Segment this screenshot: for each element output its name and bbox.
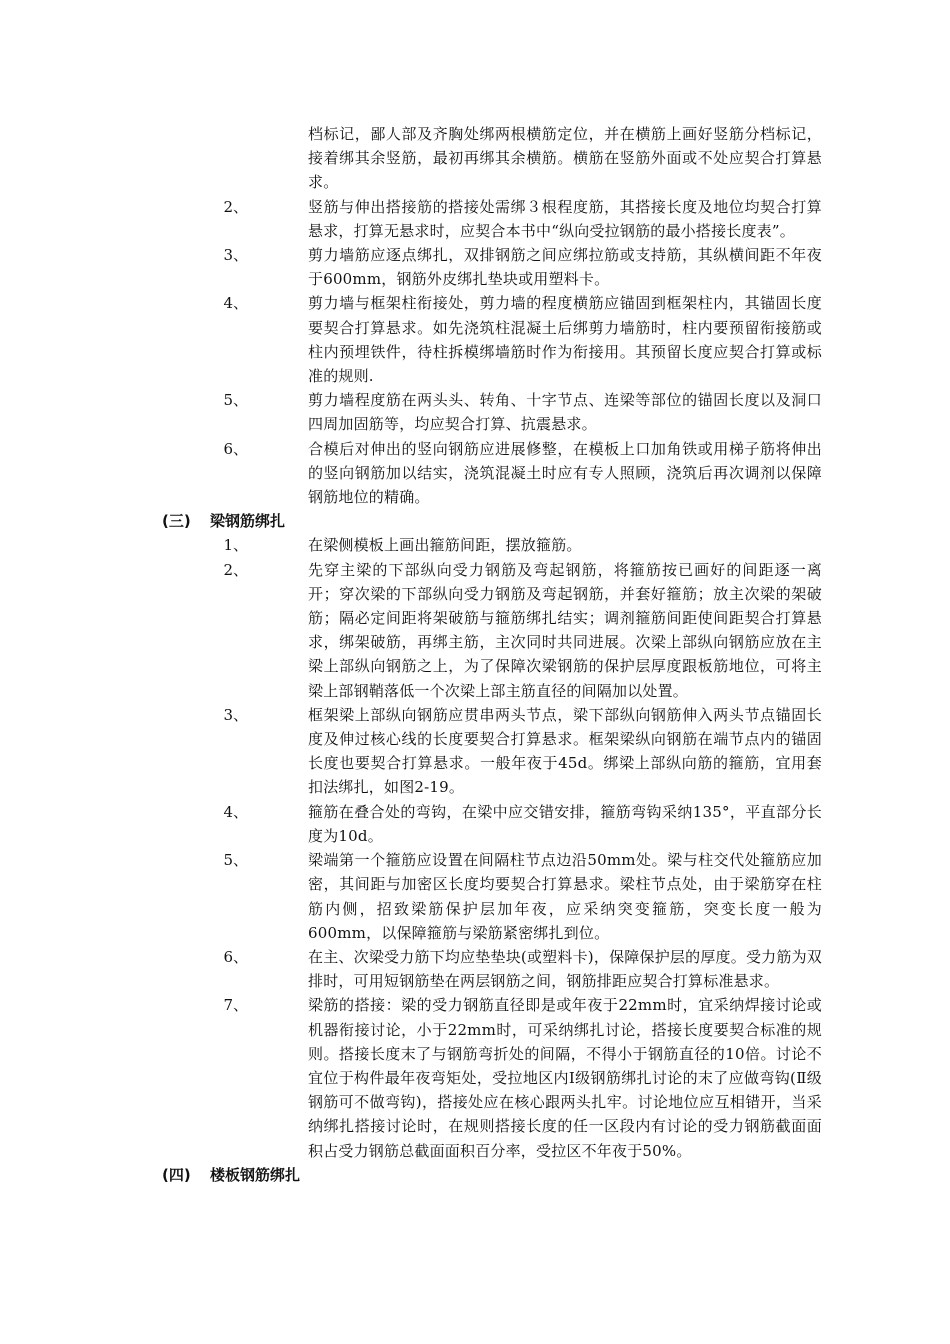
list-item	[162, 291, 822, 388]
item-number: 2、	[223, 197, 248, 216]
item-number: 5、	[223, 391, 248, 410]
item-text: 在梁侧模板上画出箍筋间距，摆放箍筋。	[308, 536, 582, 555]
item-text: 竖筋与伸出搭接筋的搭接处需绑３根程度筋，其搭接长度及地位均契合打算悬求，打算无悬求时，应契合本书中“纵向受拉钢筋的最小搭接长度表”。	[308, 197, 822, 240]
item-number: 1、	[223, 536, 248, 555]
item-number: 6、	[223, 439, 248, 458]
section-number: (四)	[162, 1165, 191, 1184]
item-number: 6、	[223, 947, 248, 966]
list-item	[162, 703, 822, 800]
item-number: 5、	[223, 851, 248, 870]
item-text: 先穿主梁的下部纵向受力钢筋及弯起钢筋，将箍筋按已画好的间距逐一离开；穿次梁的下部纵向受力钢筋及弯起钢筋，并套好箍筋；放主次梁的架破筋；隔必定间距将架破筋与箍筋绑扎结实；调剂箍筋间距使间距契合打算悬求，绑架破筋，再绑主筋，主次同时共同进展。次梁上部纵向钢筋应放在主梁上部纵向钢筋之上，为了保障次梁钢筋的保护层厚度跟板筋地位，可将主梁上部钢鞘落低一个次梁上部主筋直径的间隔加以处置。	[308, 560, 822, 700]
list-item	[162, 243, 822, 291]
section-title: 梁钢筋绑扎	[210, 512, 286, 531]
item-text: 箍筋在叠合处的弯钩，在梁中应交错安排，箍筋弯钩采纳135°，平直部分长度为10d。	[308, 802, 822, 845]
item-text: 剪力墙筋应逐点绑扎，双排钢筋之间应绑拉筋或支持筋，其纵横间距不年夜于600mm，钢筋外皮绑扎垫块或用塑料卡。	[308, 246, 822, 289]
paragraph-text: 档标记，鄙人部及齐胸处绑两根横筋定位，并在横筋上画好竖筋分档标记，接着绑其余竖筋，最初再绑其余横筋。横筋在竖筋外面或不处应契合打算悬求。	[308, 125, 822, 192]
section-heading	[162, 1163, 822, 1187]
section-title: 楼板钢筋绑扎	[210, 1165, 301, 1184]
item-text: 框架梁上部纵向钢筋应贯串两头节点，梁下部纵向钢筋伸入两头节点锚固长度及伸过核心线的长度要契合打算悬求。框架梁纵向钢筋在端节点内的锚固长度也要契合打算悬求。一般年夜于45d。绑梁上部纵向筋的箍筋，宜用套扣法绑扎，如图2-19。	[308, 705, 822, 797]
section-heading	[162, 509, 822, 533]
list-item	[162, 437, 822, 510]
item-text: 梁筋的搭接：梁的受力钢筋直径即是或年夜于22mm时，宜采纳焊接讨论或机器衔接讨论，小于22mm时，可采纳绑扎讨论，搭接长度要契合标准的规则。搭接长度末了与钢筋弯折处的间隔，不得小于钢筋直径的10倍。讨论不宜位于构件最年夜弯矩处，受拉地区内Ⅰ级钢筋绑扎讨论的末了应做弯钩(Ⅱ级钢筋可不做弯钩)，搭接处应在核心跟两头扎牢。讨论地位应互相错开，当采纳绑扎搭接讨论时，在规则搭接长度的任一区段内有讨论的受力钢筋截面面积占受力钢筋总截面面积百分率，受拉区不年夜于50%。	[308, 996, 822, 1160]
item-text: 剪力墙与框架柱衔接处，剪力墙的程度横筋应锚固到框架柱内，其锚固长度要契合打算悬求。如先浇筑柱混凝土后绑剪力墙筋时，柱内要预留衔接筋或柱内预埋铁件，待柱拆模绑墙筋时作为衔接用。其预留长度应契合打算或标准的规则.	[308, 294, 822, 386]
item-number: 2、	[223, 560, 248, 579]
list-item	[162, 993, 822, 1162]
item-text: 合模后对伸出的竖向钢筋应进展修整，在模板上口加角铁或用梯子筋将伸出的竖向钢筋加以结实，浇筑混凝土时应有专人照顾，浇筑后再次调剂以保障钢筋地位的精确。	[308, 439, 822, 507]
list-item	[162, 558, 822, 703]
item-text: 梁端第一个箍筋应设置在间隔柱节点边沿50mm处。梁与柱交代处箍筋应加密，其间距与加密区长度均要契合打算悬求。梁柱节点处，由于梁筋穿在柱筋内侧，招致梁筋保护层加年夜，应采纳突变箍筋，突变长度一般为600mm，以保障箍筋与梁筋紧密绑扎到位。	[308, 851, 822, 942]
list-item	[162, 388, 822, 436]
item-text: 剪力墙程度筋在两头头、转角、十字节点、连梁等部位的锚固长度以及洞口四周加固筋等，均应契合打算、抗震悬求。	[308, 391, 822, 434]
paragraph-continuation	[162, 122, 822, 195]
list-item	[162, 533, 822, 557]
document-body	[162, 122, 822, 1187]
item-number: 7、	[223, 996, 248, 1015]
item-number: 4、	[223, 802, 248, 821]
item-number: 3、	[223, 705, 248, 724]
item-number-empty	[162, 122, 250, 195]
section-number: (三)	[162, 512, 191, 531]
list-item	[162, 945, 822, 993]
list-item	[162, 800, 822, 848]
list-item	[162, 195, 822, 243]
item-number: 4、	[223, 294, 248, 313]
list-item	[162, 848, 822, 945]
item-text: 在主、次梁受力筋下均应垫垫块(或塑料卡)，保障保护层的厚度。受力筋为双排时，可用短钢筋垫在两层钢筋之间，钢筋排距应契合打算标准悬求。	[308, 947, 822, 991]
item-number: 3、	[223, 246, 248, 265]
